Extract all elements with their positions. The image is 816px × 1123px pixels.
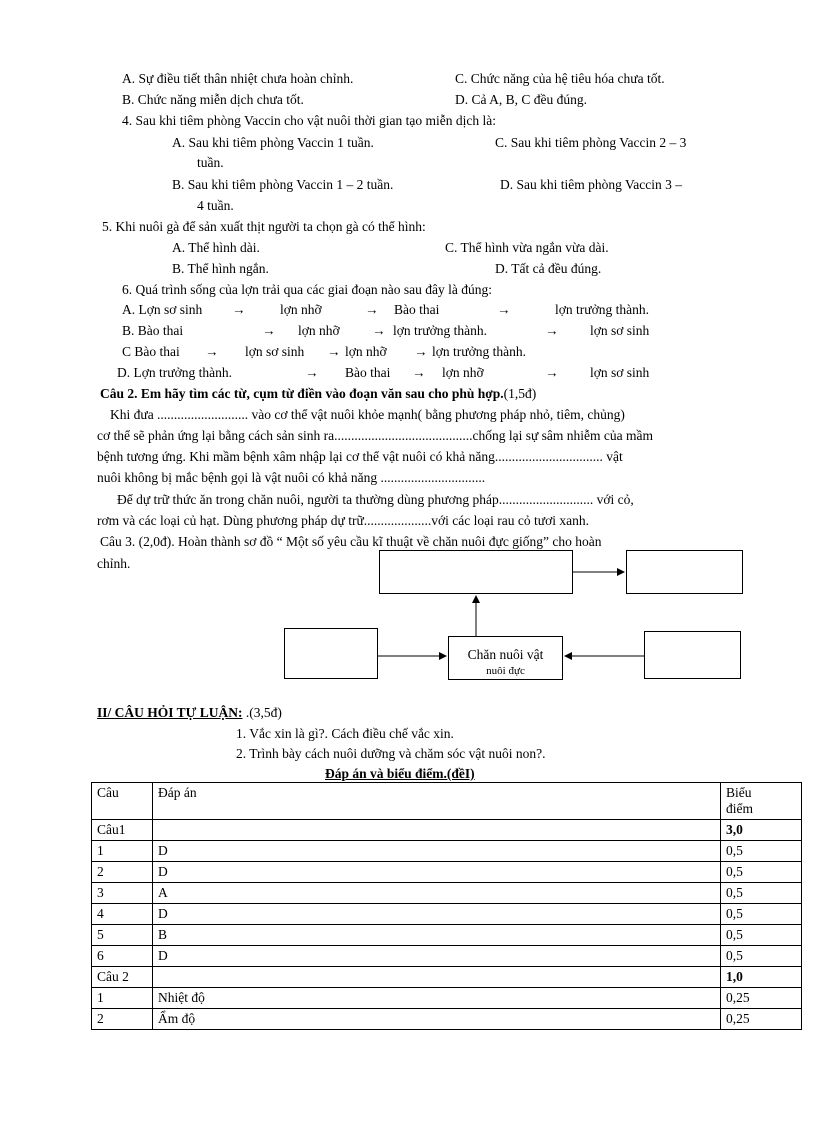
essay-item-2: 2. Trình bày cách nuôi dưỡng và chăm sóc vật nuôi non?. xyxy=(236,746,546,761)
q6-c-step3: lợn nhỡ xyxy=(345,344,387,359)
q4-option-d: D. Sau khi tiêm phòng Vaccin 3 – xyxy=(500,177,682,192)
cell-cau: 1 xyxy=(92,988,153,1009)
header-bieu-diem xyxy=(721,783,802,820)
q6-b-step1: B. Bào thai xyxy=(122,323,184,338)
header-diem: điểm xyxy=(726,801,753,816)
q6-b-step3: lợn trưởng thành. xyxy=(393,323,487,338)
cell-cau: 6 xyxy=(92,946,153,967)
table-row xyxy=(92,883,802,904)
arrow-icon: → xyxy=(372,323,386,338)
cell-diem: 0,5 xyxy=(721,925,802,946)
q6-d-step4: lợn sơ sinh xyxy=(590,365,650,380)
cell-dap-an: D xyxy=(153,841,721,862)
q6-b-step2: lợn nhỡ xyxy=(298,323,340,338)
header-dap-an: Đáp án xyxy=(153,783,721,820)
q6-d-step3: lợn nhỡ xyxy=(442,365,484,380)
q6-stem: 6. Quá trình sống của lợn trải qua các giai đoạn nào sau đây là đúng: xyxy=(122,282,493,297)
table-row xyxy=(92,925,802,946)
cell-diem: 0,5 xyxy=(721,904,802,925)
q4-stem: 4. Sau khi tiêm phòng Vaccin cho vật nuôi thời gian tạo miễn dịch là: xyxy=(122,113,496,128)
arrow-icon: → xyxy=(232,302,246,317)
cell-dap-an: Ẩm độ xyxy=(153,1009,721,1030)
diagram-center-label: Chăn nuôi vật xyxy=(467,647,544,662)
cell-dap-an xyxy=(153,820,721,841)
header-bieu: Biểu xyxy=(726,785,752,800)
cell-diem: 1,0 xyxy=(721,967,802,988)
arrow-icon: → xyxy=(545,323,559,338)
cell-diem: 0,25 xyxy=(721,1009,802,1030)
cau2-p2-line2: rơm và các loại củ hạt. Dùng phương pháp dự trữ....................với các loại rau cỏ tươi xanh. xyxy=(97,513,589,528)
header-cau: Câu xyxy=(92,783,153,820)
cell-cau: Câu 2 xyxy=(92,967,153,988)
arrow-icon: → xyxy=(305,365,319,380)
q6-c-step1: C Bào thai xyxy=(122,344,180,359)
essay-title: II/ CÂU HỎI TỰ LUẬN: xyxy=(97,705,243,720)
cell-diem: 0,25 xyxy=(721,988,802,1009)
arrow-icon: → xyxy=(497,302,511,317)
table-row xyxy=(92,967,802,988)
essay-heading xyxy=(97,705,282,721)
table-row xyxy=(92,862,802,883)
table-row xyxy=(92,1009,802,1030)
cau2-p1-line1: Khi đưa ........................... vào cơ thể vật nuôi khỏe mạnh( bằng phương pháp nhỏ, tiêm, chủng) xyxy=(110,407,625,422)
q4-option-a: A. Sau khi tiêm phòng Vaccin 1 tuần. xyxy=(172,135,374,150)
q4-option-c-cont: tuần. xyxy=(197,155,224,170)
arrow-icon: → xyxy=(545,365,559,380)
table-row xyxy=(92,988,802,1009)
cell-cau: 2 xyxy=(92,862,153,883)
q6-c-step4: lợn trưởng thành. xyxy=(432,344,526,359)
cell-dap-an: D xyxy=(153,946,721,967)
q4-option-c: C. Sau khi tiêm phòng Vaccin 2 – 3 xyxy=(495,135,687,150)
cell-cau: Câu1 xyxy=(92,820,153,841)
table-row xyxy=(92,904,802,925)
q5-option-d: D. Tất cả đều đúng. xyxy=(495,261,602,276)
cau2-score: (1,5đ) xyxy=(503,386,537,401)
arrow-icon: → xyxy=(365,302,379,317)
q5-option-b: B. Thể hình ngắn. xyxy=(172,261,269,276)
q1-option-b: B. Chức năng miễn dịch chưa tốt. xyxy=(122,92,304,107)
arrow-icon: → xyxy=(414,344,428,359)
q6-d-step2: Bào thai xyxy=(345,365,391,380)
arrow-icon: → xyxy=(412,365,426,380)
table-row xyxy=(92,841,802,862)
answer-table xyxy=(91,782,802,1030)
cell-cau: 5 xyxy=(92,925,153,946)
q6-a-step1: A. Lợn sơ sinh xyxy=(122,302,203,317)
q6-d-step1: D. Lợn trưởng thành. xyxy=(117,365,232,380)
answer-title: Đáp án và biểu điểm.(đềI) xyxy=(325,766,475,781)
diagram-center-label-cont: nuôi đực xyxy=(486,665,525,677)
cell-dap-an xyxy=(153,967,721,988)
q6-b-step4: lợn sơ sinh xyxy=(590,323,650,338)
cell-dap-an: A xyxy=(153,883,721,904)
q1-option-a: A. Sự điều tiết thân nhiệt chưa hoàn chỉnh. xyxy=(122,71,354,86)
essay-score: .(3,5đ) xyxy=(242,705,282,720)
cell-dap-an: Nhiệt độ xyxy=(153,988,721,1009)
q5-option-c: C. Thể hình vừa ngắn vừa dài. xyxy=(445,240,609,255)
cell-diem: 0,5 xyxy=(721,862,802,883)
q4-option-d-cont: 4 tuần. xyxy=(197,198,234,213)
arrow-icon: → xyxy=(262,323,276,338)
cau2-p1-line3: bệnh tương ứng. Khi mầm bệnh xâm nhập lại cơ thể vật nuôi có khả năng................................ vật xyxy=(97,449,623,464)
cell-diem: 0,5 xyxy=(721,946,802,967)
cell-diem: 3,0 xyxy=(721,820,802,841)
q4-option-b: B. Sau khi tiêm phòng Vaccin 1 – 2 tuần. xyxy=(172,177,394,192)
arrow-icon: → xyxy=(327,344,341,359)
q1-option-c: C. Chức năng của hệ tiêu hóa chưa tốt. xyxy=(455,71,665,86)
cau2-p1-line2: cơ thể sẽ phản ứng lại bằng cách sản sinh ra.........................................chống lại sự sâm nhiễm của mầm xyxy=(97,428,654,443)
answer-header-row xyxy=(92,783,802,820)
cell-cau: 2 xyxy=(92,1009,153,1030)
cau2-p2-line1: Để dự trữ thức ăn trong chăn nuôi, người ta thường dùng phương pháp............................ với cỏ, xyxy=(117,492,634,507)
table-row xyxy=(92,820,802,841)
q6-a-step2: lợn nhỡ xyxy=(280,302,322,317)
cell-dap-an: B xyxy=(153,925,721,946)
q1-option-d: D. Cả A, B, C đều đúng. xyxy=(455,92,588,107)
q6-a-step4: lợn trưởng thành. xyxy=(555,302,649,317)
cau3-heading-cont: chỉnh. xyxy=(97,556,131,571)
arrow-icon: → xyxy=(205,344,219,359)
cell-cau: 1 xyxy=(92,841,153,862)
cell-cau: 4 xyxy=(92,904,153,925)
cell-dap-an: D xyxy=(153,904,721,925)
cau2-p1-line4: nuôi không bị mắc bệnh gọi là vật nuôi có khả năng ............................... xyxy=(97,470,486,485)
q6-c-step2: lợn sơ sinh xyxy=(245,344,305,359)
essay-item-1: 1. Vắc xin là gì?. Cách điều chế vắc xin. xyxy=(236,726,454,741)
cau2-title: Câu 2. Em hãy tìm các từ, cụm từ điền vào đoạn văn sau cho phù hợp. xyxy=(100,386,504,401)
cau3-heading: Câu 3. (2,0đ). Hoàn thành sơ đồ “ Một số yêu cầu kĩ thuật về chăn nuôi đực giống” cho hoàn xyxy=(100,534,602,549)
q5-stem: 5. Khi nuôi gà để sản xuất thịt người ta chọn gà có thể hình: xyxy=(102,219,426,234)
table-row xyxy=(92,946,802,967)
cell-dap-an: D xyxy=(153,862,721,883)
cell-diem: 0,5 xyxy=(721,883,802,904)
q6-a-step3: Bào thai xyxy=(394,302,440,317)
q5-option-a: A. Thể hình dài. xyxy=(172,240,260,255)
cell-diem: 0,5 xyxy=(721,841,802,862)
cell-cau: 3 xyxy=(92,883,153,904)
